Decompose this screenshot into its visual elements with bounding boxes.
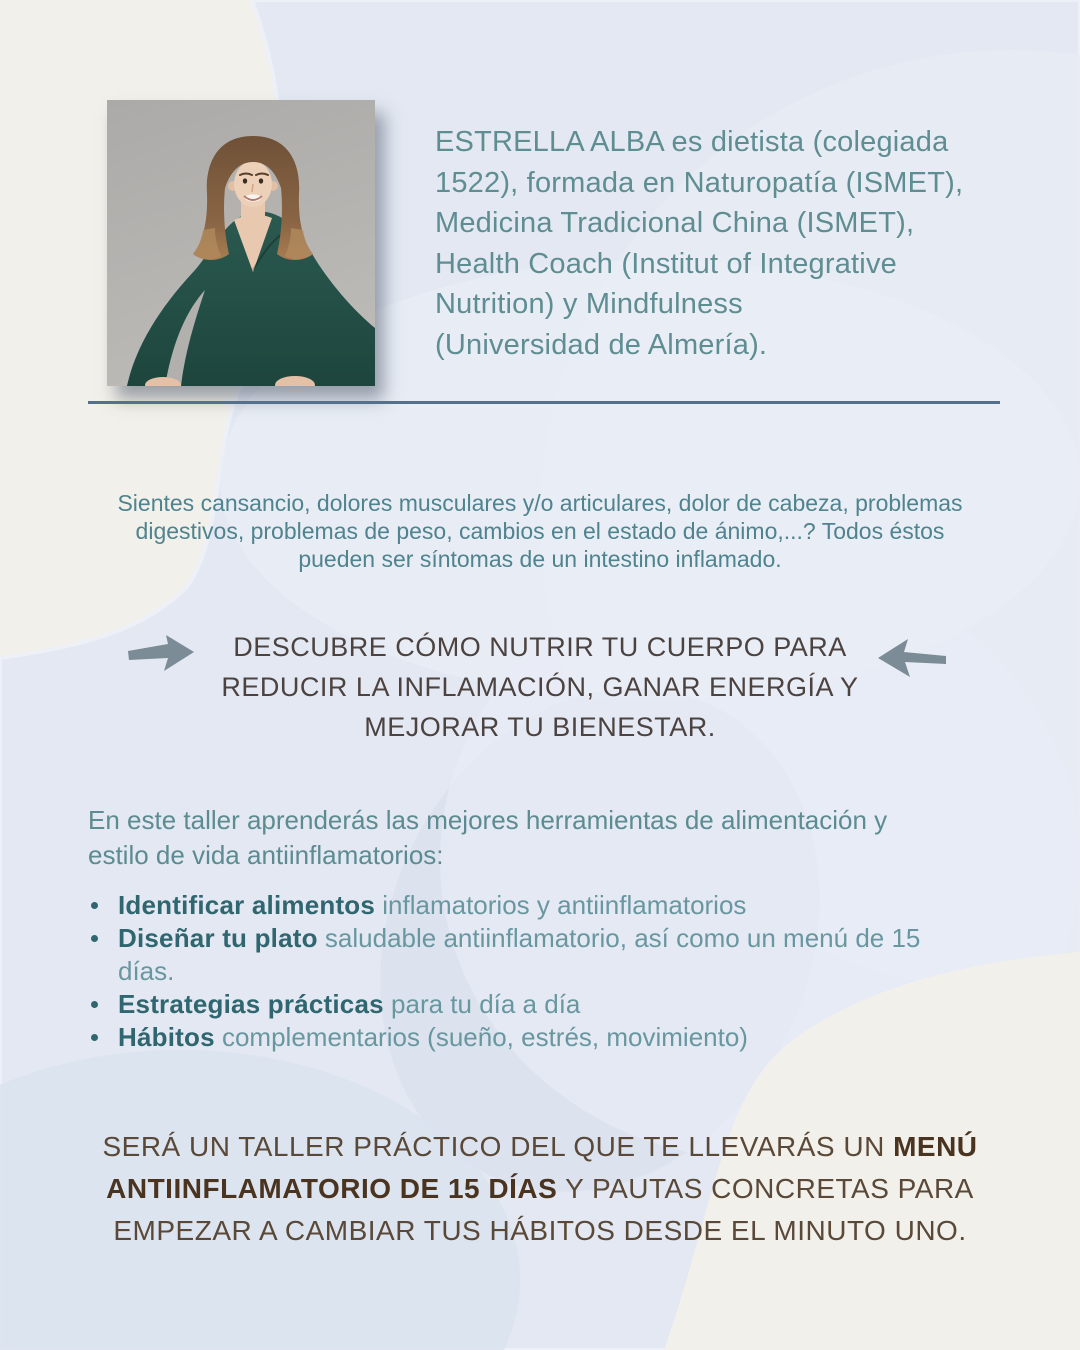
bullet-text: para tu día a día bbox=[383, 989, 581, 1019]
intro-line: estilo de vida antiinflamatorios: bbox=[88, 840, 444, 870]
bullet-text: complementarios (sueño, estrés, movimiento) bbox=[214, 1022, 748, 1052]
intro-line: En este taller aprenderás las mejores herramientas de alimentación y bbox=[88, 805, 888, 835]
portrait-photo bbox=[107, 100, 375, 386]
closing-bold: MENÚ bbox=[893, 1131, 978, 1162]
bullet-bold: Hábitos bbox=[118, 1022, 215, 1052]
closing-line bbox=[0, 1210, 1080, 1252]
headline-line: DESCUBRE CÓMO NUTRIR TU CUERPO PARA bbox=[233, 632, 847, 662]
symptoms-line: pueden ser síntomas de un intestino inflamado. bbox=[298, 546, 782, 572]
headline bbox=[0, 627, 1080, 747]
bullet-list bbox=[88, 889, 978, 1054]
list-item bbox=[88, 922, 978, 988]
list-item bbox=[88, 988, 978, 1021]
closing-text: EMPEZAR A CAMBIAR TUS HÁBITOS DESDE EL MINUTO UNO. bbox=[113, 1215, 967, 1246]
symptoms-line: digestivos, problemas de peso, cambios en el estado de ánimo,...? Todos éstos bbox=[135, 518, 945, 544]
bio-line: 1522), formada en Naturopatía (ISMET), bbox=[435, 166, 964, 199]
bullet-bold: Diseñar tu plato bbox=[118, 923, 318, 953]
bullet-text: saludable antiinflamatorio, así como un menú de 15 días. bbox=[118, 923, 921, 986]
closing-line bbox=[0, 1126, 1080, 1168]
bullet-bold: Identificar alimentos bbox=[118, 890, 376, 920]
closing-paragraph bbox=[0, 1126, 1080, 1252]
bullet-bold: Estrategias prácticas bbox=[118, 989, 384, 1019]
headline-line: MEJORAR TU BIENESTAR. bbox=[364, 712, 716, 742]
closing-bold: ANTIINFLAMATORIO DE 15 DÍAS bbox=[106, 1173, 558, 1204]
bio-line: Health Coach (Institut of Integrative bbox=[435, 247, 897, 280]
divider-line bbox=[88, 401, 1000, 404]
bio-line: ESTRELLA ALBA es dietista (colegiada bbox=[435, 126, 949, 158]
intro-paragraph bbox=[88, 803, 1028, 873]
bio-line: Medicina Tradicional China (ISMET), bbox=[435, 207, 915, 239]
closing-line bbox=[0, 1168, 1080, 1210]
list-item bbox=[88, 889, 978, 922]
bio-text bbox=[435, 122, 1035, 365]
closing-text: SERÁ UN TALLER PRÁCTICO DEL QUE TE LLEVARÁS UN bbox=[102, 1131, 894, 1162]
symptoms-line: Sientes cansancio, dolores musculares y/o articulares, dolor de cabeza, problemas bbox=[117, 490, 963, 516]
list-item bbox=[88, 1021, 978, 1054]
closing-text: Y PAUTAS CONCRETAS PARA bbox=[557, 1173, 974, 1204]
bio-line: (Universidad de Almería). bbox=[435, 328, 768, 361]
bio-line: Nutrition) y Mindfulness bbox=[435, 288, 743, 320]
symptoms-paragraph bbox=[0, 489, 1080, 573]
bullet-text: inflamatorios y antiinflamatorios bbox=[375, 890, 747, 920]
headline-line: REDUCIR LA INFLAMACIÓN, GANAR ENERGÍA Y bbox=[221, 672, 859, 702]
